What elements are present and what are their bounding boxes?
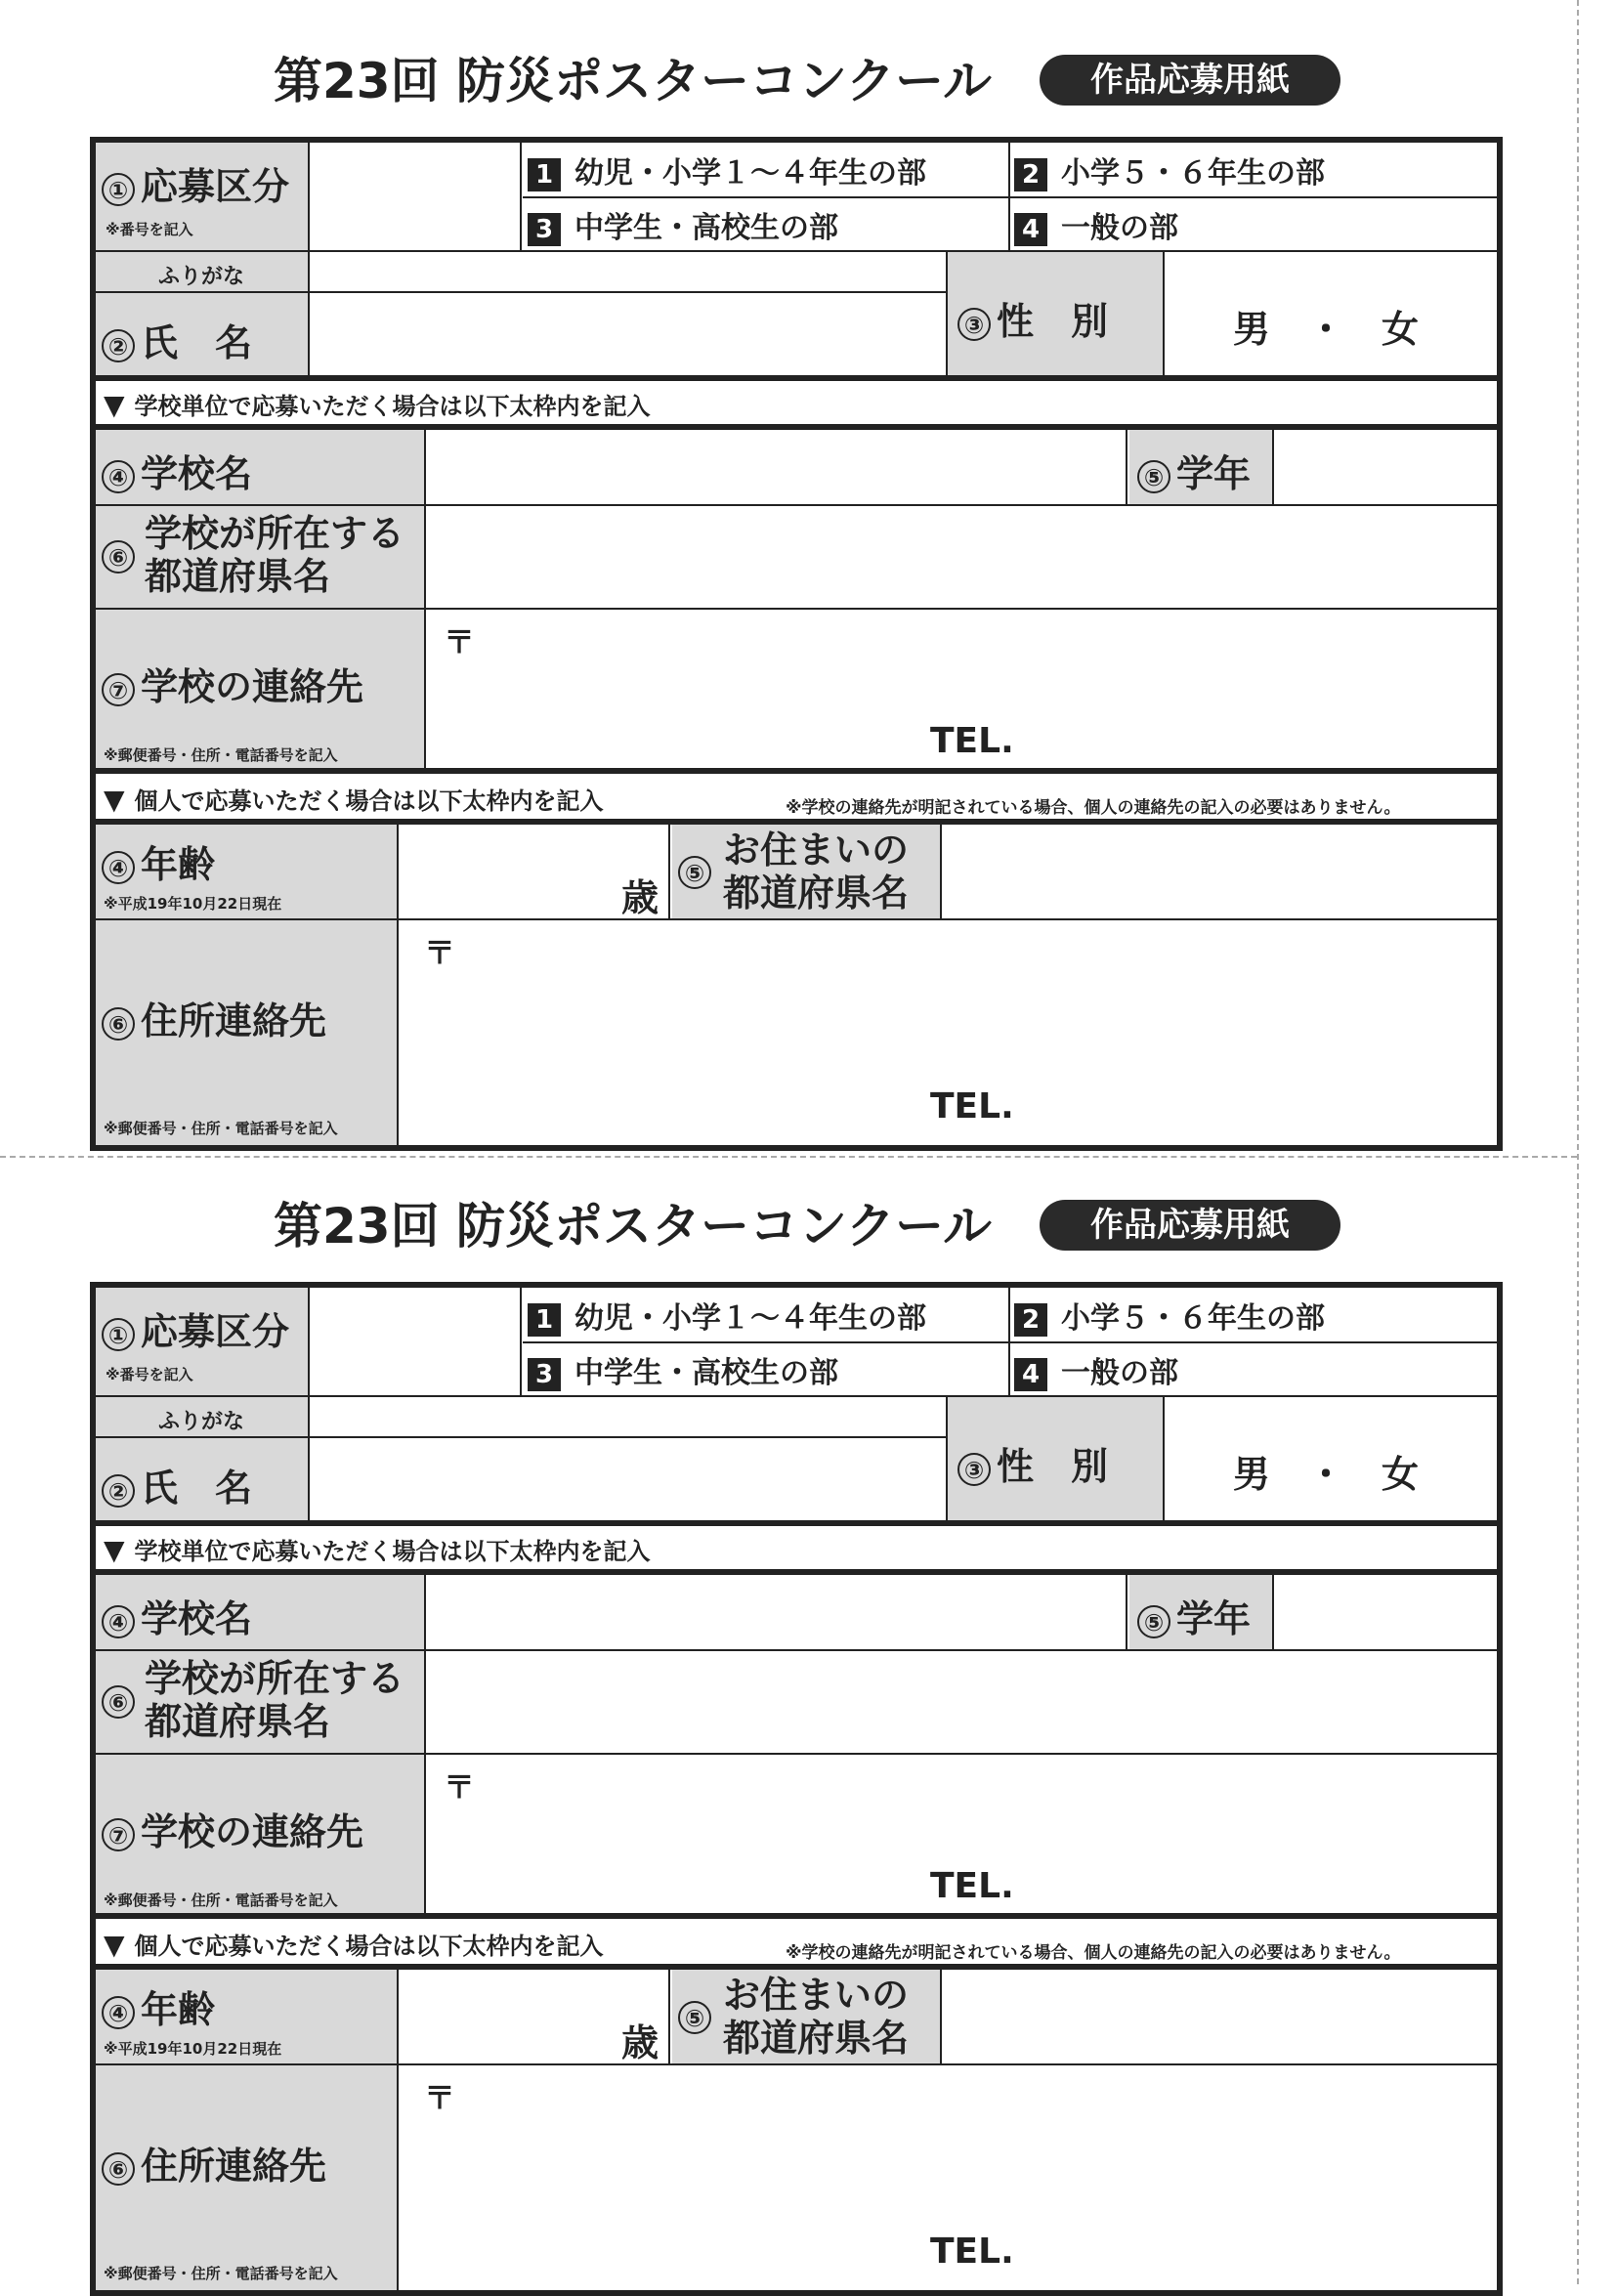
age-note: ※平成19年10月22日現在	[104, 2040, 282, 2058]
number-badge: ⑥	[102, 1007, 135, 1041]
name-label	[102, 1458, 252, 1511]
horizontal-cut-line	[0, 1156, 1577, 1158]
gender-label-text: 性 別	[997, 1445, 1109, 1488]
postal-mark-icon: 〒	[444, 1768, 476, 1806]
category-divider-v	[1008, 143, 1010, 252]
residence-line1: お住まいの	[723, 829, 910, 872]
address-label-text: 住所連絡先	[141, 999, 327, 1042]
school-contact-note: ※郵便番号・住所・電話番号を記入	[104, 1892, 338, 1909]
row-divider	[96, 1913, 1497, 1919]
option-number: 4	[1014, 1358, 1047, 1391]
prefecture-input[interactable]	[428, 1651, 1497, 1753]
age-note: ※平成19年10月22日現在	[104, 895, 282, 913]
category-input[interactable]	[311, 143, 522, 252]
residence-line2: 都道府県名	[723, 872, 910, 914]
age-label-text: 年齢	[141, 843, 216, 886]
number-badge: ⑤	[678, 2001, 711, 2034]
number-badge: ②	[102, 1474, 135, 1508]
option-label: 一般の部	[1061, 211, 1178, 245]
address-note: ※郵便番号・住所・電話番号を記入	[104, 2265, 338, 2282]
gender-options[interactable]: 男 ・ 女	[1233, 308, 1420, 351]
age-label-text: 年齢	[141, 1988, 216, 2031]
school-name-input[interactable]	[428, 1575, 1127, 1649]
number-badge: ⑦	[102, 673, 135, 706]
furigana-label: ふりがな	[158, 265, 245, 289]
tel-label: TEL.	[930, 1866, 1014, 1906]
category-label	[102, 1301, 289, 1355]
form-badge: 作品応募用紙	[1040, 55, 1340, 106]
option-number: 2	[1014, 158, 1047, 191]
option-number: 4	[1014, 213, 1047, 246]
personal-section-header: ▼ 個人で応募いただく場合は以下太枠内を記入	[104, 1929, 604, 1961]
name-input[interactable]	[311, 1438, 946, 1522]
grade-label-text: 学年	[1176, 452, 1252, 495]
age-unit: 歳	[621, 876, 659, 919]
residence-label	[723, 1974, 909, 2060]
residence-label	[723, 829, 909, 914]
option-label: 幼児・小学１～４年生の部	[574, 1301, 926, 1336]
postal-mark-icon: 〒	[424, 2079, 456, 2116]
gender-label	[957, 1436, 1108, 1490]
age-label	[102, 1979, 215, 2033]
category-label	[102, 156, 289, 210]
tel-label: TEL.	[930, 2232, 1014, 2272]
grade-label-text: 学年	[1176, 1597, 1252, 1640]
prefecture-label	[145, 512, 404, 598]
row-divider	[96, 375, 1497, 381]
grade-input[interactable]	[1276, 430, 1497, 504]
prefecture-line1: 学校が所在する	[145, 512, 405, 555]
number-badge: ④	[102, 460, 135, 493]
number-badge: ⑥	[102, 540, 135, 574]
number-badge: ①	[102, 1318, 135, 1351]
school-contact-label	[102, 657, 363, 710]
option-label: 一般の部	[1061, 1356, 1178, 1390]
category-option-2	[1014, 149, 1325, 191]
prefecture-number	[102, 1685, 141, 1719]
category-option-3	[528, 203, 838, 246]
school-section-header: ▼ 学校単位で応募いただく場合は以下太枠内を記入	[104, 389, 651, 421]
number-badge: ⑥	[102, 2152, 135, 2186]
option-number: 3	[528, 213, 561, 246]
prefecture-line2: 都道府県名	[145, 1700, 331, 1743]
furigana-input[interactable]	[311, 252, 946, 291]
school-name-text: 学校名	[141, 452, 253, 495]
school-contact-note: ※郵便番号・住所・電話番号を記入	[104, 746, 338, 764]
prefecture-line2: 都道府県名	[145, 555, 331, 598]
number-badge: ①	[102, 173, 135, 206]
prefecture-number	[102, 540, 141, 574]
personal-header-text: 個人で応募いただく場合は以下太枠内を記入	[134, 1933, 604, 1960]
number-badge: ⑥	[102, 1685, 135, 1719]
category-option-1	[528, 149, 926, 191]
number-badge: ③	[957, 1453, 991, 1486]
prefecture-line1: 学校が所在する	[145, 1657, 405, 1700]
category-note: ※番号を記入	[106, 1366, 193, 1383]
form-title: 第23回 防災ポスターコンクール	[274, 53, 992, 109]
school-name-label	[102, 1589, 252, 1642]
address-note: ※郵便番号・住所・電話番号を記入	[104, 1120, 338, 1137]
residence-input[interactable]	[944, 825, 1497, 918]
category-note: ※番号を記入	[106, 221, 193, 238]
prefecture-input[interactable]	[428, 506, 1497, 608]
residence-number	[678, 2001, 717, 2034]
number-badge: ④	[102, 851, 135, 884]
entry-form-bottom	[90, 1192, 1503, 2296]
personal-note: ※学校の連絡先が明記されている場合、個人の連絡先の記入の必要はありません。	[786, 798, 1401, 818]
option-number: 3	[528, 1358, 561, 1391]
address-label	[102, 991, 326, 1044]
form-badge: 作品応募用紙	[1040, 1200, 1340, 1251]
residence-input[interactable]	[944, 1970, 1497, 2063]
row-divider	[96, 768, 1497, 774]
option-label: 中学生・高校生の部	[574, 211, 838, 245]
grade-input[interactable]	[1276, 1575, 1497, 1649]
category-label-text: 応募区分	[141, 165, 290, 208]
number-badge: ⑤	[1137, 460, 1170, 493]
option-label: 中学生・高校生の部	[574, 1356, 838, 1390]
number-badge: ③	[957, 308, 991, 341]
furigana-label: ふりがな	[158, 1410, 245, 1434]
school-name-input[interactable]	[428, 430, 1127, 504]
option-number: 2	[1014, 1303, 1047, 1337]
tel-label: TEL.	[930, 721, 1014, 761]
grade-label	[1137, 444, 1251, 497]
option-number: 1	[528, 158, 561, 191]
category-divider-v	[1008, 1288, 1010, 1397]
school-header-text: 学校単位で応募いただく場合は以下太枠内を記入	[134, 1538, 651, 1565]
category-input[interactable]	[311, 1288, 522, 1397]
school-contact-label	[102, 1802, 363, 1855]
gender-label	[957, 291, 1108, 345]
school-name-label	[102, 444, 252, 497]
school-contact-text: 学校の連絡先	[141, 1810, 364, 1853]
number-badge: ⑦	[102, 1818, 135, 1851]
furigana-input[interactable]	[311, 1397, 946, 1436]
gender-options[interactable]: 男 ・ 女	[1233, 1453, 1420, 1496]
vertical-cut-line	[1577, 0, 1579, 2284]
school-contact-text: 学校の連絡先	[141, 665, 364, 708]
category-option-4	[1014, 203, 1178, 246]
category-option-2	[1014, 1294, 1325, 1337]
prefecture-label	[145, 1657, 404, 1743]
form-title: 第23回 防災ポスターコンクール	[274, 1198, 992, 1254]
category-option-1	[528, 1294, 926, 1337]
school-section-header: ▼ 学校単位で応募いただく場合は以下太枠内を記入	[104, 1534, 651, 1566]
number-badge: ⑤	[678, 856, 711, 889]
address-label-text: 住所連絡先	[141, 2145, 327, 2188]
personal-note: ※学校の連絡先が明記されている場合、個人の連絡先の記入の必要はありません。	[786, 1943, 1401, 1963]
grade-label	[1137, 1589, 1251, 1642]
number-badge: ④	[102, 1996, 135, 2029]
category-option-3	[528, 1348, 838, 1391]
number-badge: ④	[102, 1605, 135, 1638]
option-label: 幼児・小学１～４年生の部	[574, 156, 926, 191]
option-number: 1	[528, 1303, 561, 1337]
name-label	[102, 313, 252, 366]
residence-line1: お住まいの	[723, 1974, 910, 2017]
option-label: 小学５・６年生の部	[1061, 156, 1325, 191]
age-label	[102, 834, 215, 888]
school-header-text: 学校単位で応募いただく場合は以下太枠内を記入	[134, 393, 651, 420]
category-option-4	[1014, 1348, 1178, 1391]
residence-line2: 都道府県名	[723, 2017, 910, 2060]
school-name-text: 学校名	[141, 1597, 253, 1640]
personal-section-header: ▼ 個人で応募いただく場合は以下太枠内を記入	[104, 784, 604, 816]
name-label-text: 氏 名	[141, 1467, 253, 1509]
address-label	[102, 2136, 326, 2190]
number-badge: ②	[102, 329, 135, 362]
residence-number	[678, 856, 717, 889]
tel-label: TEL.	[930, 1086, 1014, 1127]
entry-form-top	[90, 47, 1503, 1151]
name-label-text: 氏 名	[141, 321, 253, 364]
personal-header-text: 個人で応募いただく場合は以下太枠内を記入	[134, 787, 604, 815]
category-label-text: 応募区分	[141, 1310, 290, 1353]
postal-mark-icon: 〒	[424, 934, 456, 971]
age-unit: 歳	[621, 2021, 659, 2064]
number-badge: ⑤	[1137, 1605, 1170, 1638]
row-divider	[96, 1520, 1497, 1526]
option-label: 小学５・６年生の部	[1061, 1301, 1325, 1336]
gender-label-text: 性 別	[997, 300, 1109, 343]
postal-mark-icon: 〒	[444, 623, 476, 660]
name-input[interactable]	[311, 293, 946, 377]
